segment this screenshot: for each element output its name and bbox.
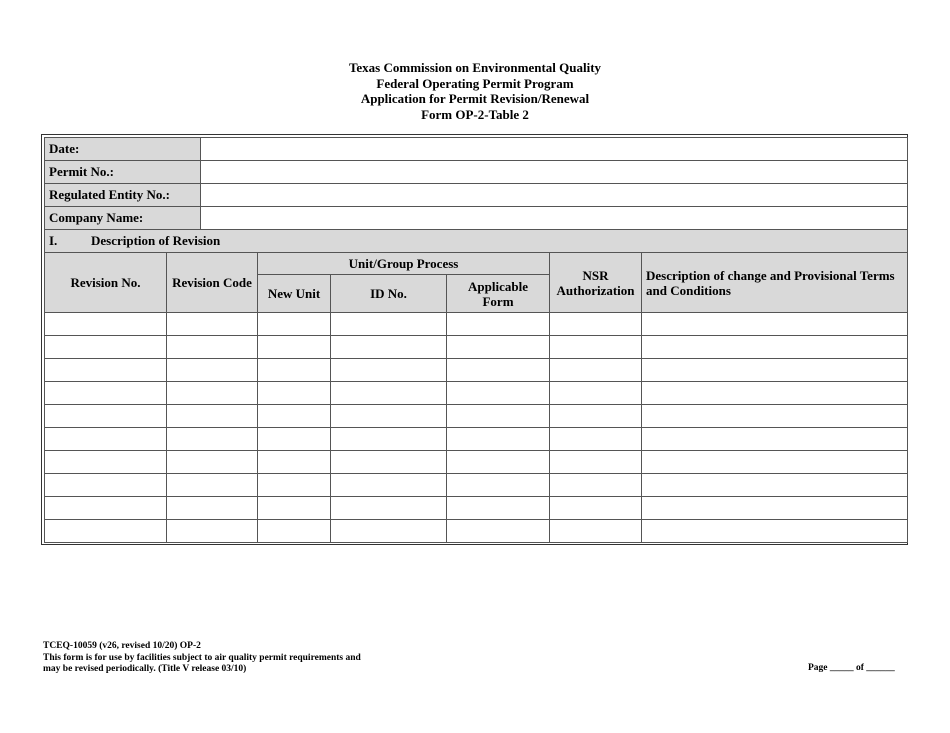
revision-code-cell[interactable]: [167, 359, 258, 382]
section-heading: [45, 230, 908, 253]
revision-code-cell[interactable]: [167, 405, 258, 428]
table-row: [45, 359, 908, 382]
col-unit-group-process: Unit/Group Process: [258, 253, 550, 275]
section-title: Description of Revision: [91, 233, 221, 248]
permit-number-field[interactable]: [201, 161, 908, 184]
revision-code-cell[interactable]: [167, 474, 258, 497]
description-cell[interactable]: [642, 405, 908, 428]
description-cell[interactable]: [642, 451, 908, 474]
nsr-authorization-cell[interactable]: [550, 428, 642, 451]
form-table: [44, 137, 908, 543]
nsr-authorization-cell[interactable]: [550, 474, 642, 497]
nsr-authorization-cell[interactable]: [550, 382, 642, 405]
new-unit-cell[interactable]: [258, 359, 331, 382]
table-row: [45, 336, 908, 359]
table-row: [45, 405, 908, 428]
company-name-label: Company Name:: [45, 207, 201, 230]
revision-no-cell[interactable]: [45, 382, 167, 405]
regulated-entity-field[interactable]: [201, 184, 908, 207]
applicable-form-cell[interactable]: [447, 405, 550, 428]
new-unit-cell[interactable]: [258, 336, 331, 359]
table-row: [45, 451, 908, 474]
description-cell[interactable]: [642, 520, 908, 543]
footer-note-line-1: This form is for use by facilities subject to air quality permit requirements and: [43, 652, 361, 663]
new-unit-cell[interactable]: [258, 405, 331, 428]
revision-no-cell[interactable]: [45, 520, 167, 543]
agency-title: Texas Commission on Environmental Quality: [348, 60, 602, 75]
id-no-cell[interactable]: [331, 451, 447, 474]
form-header: [0, 60, 950, 122]
description-cell[interactable]: [642, 497, 908, 520]
form-id: TCEQ-10059 (v26, revised 10/20) OP-2: [43, 641, 201, 651]
applicable-form-cell[interactable]: [447, 336, 550, 359]
table-row: [45, 520, 908, 543]
revision-code-cell[interactable]: [167, 497, 258, 520]
nsr-authorization-cell[interactable]: [550, 451, 642, 474]
program-title: Federal Operating Permit Program: [376, 75, 574, 91]
new-unit-cell[interactable]: [258, 451, 331, 474]
revision-no-cell[interactable]: [45, 497, 167, 520]
new-unit-cell[interactable]: [258, 313, 331, 336]
col-new-unit: New Unit: [258, 275, 331, 313]
company-name-field[interactable]: [201, 207, 908, 230]
description-cell[interactable]: [642, 428, 908, 451]
revision-rows: [45, 313, 908, 543]
applicable-form-cell[interactable]: [447, 520, 550, 543]
revision-no-cell[interactable]: [45, 313, 167, 336]
applicable-form-cell[interactable]: [447, 451, 550, 474]
id-no-cell[interactable]: [331, 405, 447, 428]
id-no-cell[interactable]: [331, 359, 447, 382]
nsr-authorization-cell[interactable]: [550, 497, 642, 520]
revision-code-cell[interactable]: [167, 382, 258, 405]
table-row: [45, 382, 908, 405]
permit-number-label: Permit No.:: [45, 161, 201, 184]
application-title: Application for Permit Revision/Renewal: [360, 91, 590, 106]
nsr-authorization-cell[interactable]: [550, 336, 642, 359]
revision-no-cell[interactable]: [45, 451, 167, 474]
col-applicable-form: Applicable Form: [447, 275, 550, 313]
date-field[interactable]: [201, 138, 908, 161]
applicable-form-cell[interactable]: [447, 313, 550, 336]
new-unit-cell[interactable]: [258, 382, 331, 405]
id-no-cell[interactable]: [331, 474, 447, 497]
description-cell[interactable]: [642, 359, 908, 382]
revision-no-cell[interactable]: [45, 405, 167, 428]
table-row: [45, 474, 908, 497]
table-row: [45, 428, 908, 451]
revision-no-cell[interactable]: [45, 428, 167, 451]
col-revision-no: Revision No.: [45, 253, 167, 313]
applicable-form-cell[interactable]: [447, 497, 550, 520]
footer-note-line-2: may be revised periodically. (Title V release 03/10): [43, 664, 247, 674]
revision-code-cell[interactable]: [167, 428, 258, 451]
applicable-form-cell[interactable]: [447, 382, 550, 405]
description-cell[interactable]: [642, 336, 908, 359]
revision-code-cell[interactable]: [167, 336, 258, 359]
id-no-cell[interactable]: [331, 336, 447, 359]
revision-no-cell[interactable]: [45, 336, 167, 359]
revision-code-cell[interactable]: [167, 520, 258, 543]
new-unit-cell[interactable]: [258, 428, 331, 451]
revision-no-cell[interactable]: [45, 359, 167, 382]
revision-code-cell[interactable]: [167, 313, 258, 336]
applicable-form-cell[interactable]: [447, 474, 550, 497]
applicable-form-cell[interactable]: [447, 428, 550, 451]
description-cell[interactable]: [642, 474, 908, 497]
col-description: Description of change and Provisional Terms and Conditions: [642, 253, 908, 313]
table-row: [45, 497, 908, 520]
col-nsr-authorization: NSR Authorization: [550, 253, 642, 313]
id-no-cell[interactable]: [331, 313, 447, 336]
description-cell[interactable]: [642, 313, 908, 336]
table-row: [45, 313, 908, 336]
nsr-authorization-cell[interactable]: [550, 520, 642, 543]
col-revision-code: Revision Code: [167, 253, 258, 313]
section-number: I.: [49, 233, 58, 248]
col-id-no: ID No.: [331, 275, 447, 313]
form-title: Form OP-2-Table 2: [421, 106, 529, 122]
description-cell[interactable]: [642, 382, 908, 405]
id-no-cell[interactable]: [331, 497, 447, 520]
page-number: Page _____ of ______: [808, 663, 895, 673]
revision-no-cell[interactable]: [45, 474, 167, 497]
id-no-cell[interactable]: [331, 428, 447, 451]
new-unit-cell[interactable]: [258, 474, 331, 497]
new-unit-cell[interactable]: [258, 497, 331, 520]
id-no-cell[interactable]: [331, 520, 447, 543]
revision-code-cell[interactable]: [167, 451, 258, 474]
nsr-authorization-cell[interactable]: [550, 405, 642, 428]
nsr-authorization-cell[interactable]: [550, 313, 642, 336]
regulated-entity-label: Regulated Entity No.:: [45, 184, 201, 207]
nsr-authorization-cell[interactable]: [550, 359, 642, 382]
form-table-frame: [41, 134, 908, 545]
applicable-form-cell[interactable]: [447, 359, 550, 382]
form-footer: [43, 641, 361, 676]
id-no-cell[interactable]: [331, 382, 447, 405]
date-label: Date:: [45, 138, 201, 161]
new-unit-cell[interactable]: [258, 520, 331, 543]
